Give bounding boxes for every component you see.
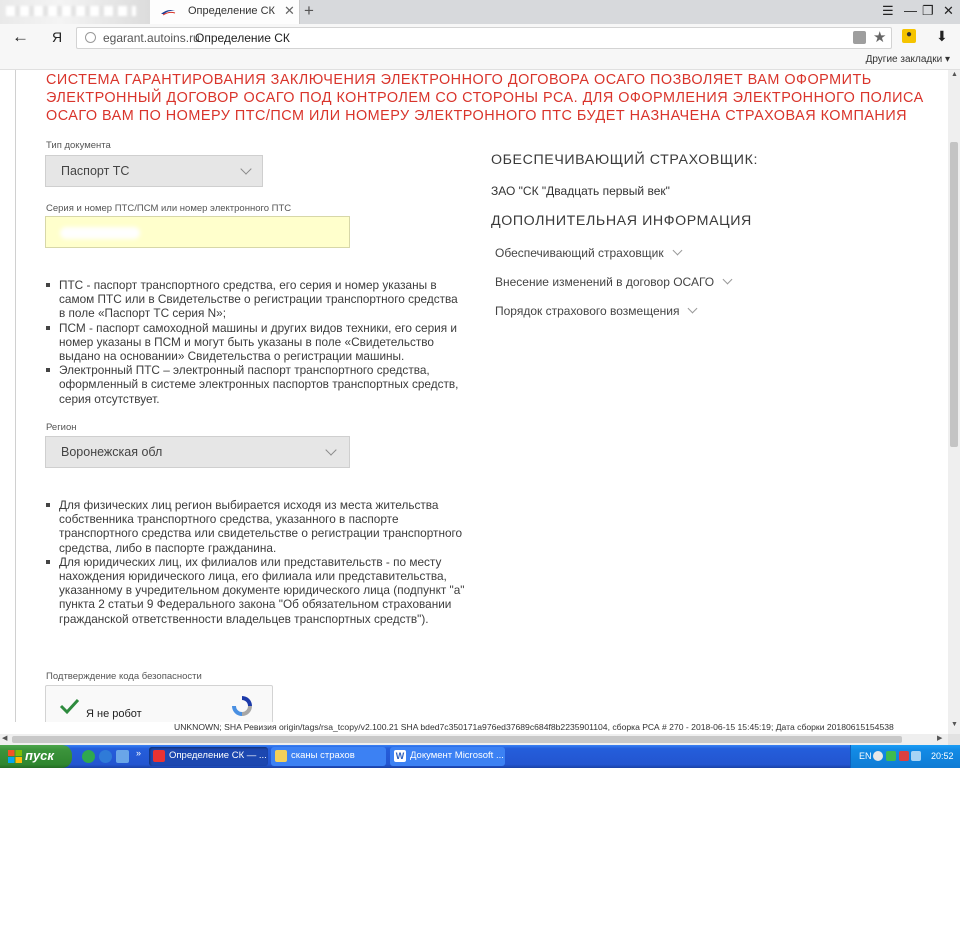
insurer-heading: ОБЕСПЕЧИВАЮЩИЙ СТРАХОВЩИК: [491,152,759,168]
folder-icon [275,750,287,762]
extension-icon[interactable]: ● [902,29,916,43]
chevron-down-icon [723,275,733,285]
build-info-text: UNKNOWN; SHA Ревизия origin/tags/rsa_tcopy/v2.100.21 SHA bded7c350171a976ed37689c684f8b2235901104, сборка РСА # 270 - 2018-06-15 15:45:19; Дата сборки 20180615154538 [174,722,894,732]
address-bar [0,24,960,52]
start-button[interactable] [0,745,72,768]
quicklaunch-more-icon[interactable]: » [136,748,142,758]
page-left-border [15,70,16,722]
yandex-button[interactable]: Я [52,29,63,45]
url-domain: egarant.autoins.ru [103,31,200,45]
yandex-browser-icon [153,750,165,762]
vertical-scrollbar[interactable] [948,70,960,734]
clock[interactable]: 20:52 [931,751,954,761]
captcha-text: Я не робот [86,708,142,720]
scroll-down-icon[interactable]: ▼ [951,721,958,728]
scroll-left-icon[interactable]: ◀ [2,735,8,742]
accordion-label: Обеспечивающий страховщик [495,246,664,260]
list-item: ПТС - паспорт транспортного средства, его серия и номер указаны в самом ПТС или в Свидетельстве о регистрации транспортного средства в поле «Паспорт ТС серия N»; [45,278,465,321]
chevron-down-icon [672,246,682,256]
pts-label: Серия и номер ПТС/ПСМ или номер электронного ПТС [46,203,292,214]
doc-type-select[interactable] [45,155,263,187]
quicklaunch-icon[interactable] [116,750,129,763]
doc-type-label: Тип документа [46,140,111,151]
menu-icon[interactable]: ☰ [882,3,894,18]
url-input[interactable] [76,27,892,49]
taskbar-button-label: Документ Microsoft ... [410,750,504,761]
quicklaunch-icon[interactable] [82,750,95,763]
accordion-label: Внесение изменений в договор ОСАГО [495,275,715,289]
tab-active[interactable] [150,0,300,24]
site-info-icon[interactable] [85,32,96,43]
scroll-thumb[interactable] [950,142,958,447]
page-viewport [0,70,948,722]
taskbar-button-browser[interactable] [149,747,268,766]
tab-close-icon[interactable]: ✕ [284,3,295,18]
list-item: Для юридических лиц, их филиалов или представительств - по месту нахождения юридического лица, его филиала или представительства, указанному в учредительном документе юридического лица (подпункт "а" пункта 2 статьи 9 Федерального закона "Об обязательном страховании гражданской ответственности владельцев транспортных средств"). [45,555,465,626]
list-item: Электронный ПТС – электронный паспорт транспортного средства, оформленный в системе электронных паспортов транспортных средств, серия отсутствует. [45,363,465,406]
ie-icon[interactable] [99,750,112,763]
accordion-label: Порядок страхового возмещения [495,304,680,318]
other-bookmarks-button[interactable]: Другие закладки ▾ [865,54,950,65]
scroll-right-icon[interactable]: ▶ [937,735,943,742]
taskbar-button-folder[interactable] [271,747,386,766]
accordion-insurer[interactable] [495,246,681,260]
accordion-compensation[interactable] [495,304,696,318]
chevron-down-icon [688,304,698,314]
taskbar-button-label: Определение СК — ... [169,750,267,761]
volume-icon[interactable] [911,751,921,761]
pts-value-redacted [60,227,140,239]
notice-text: СИСТЕМА ГАРАНТИРОВАНИЯ ЗАКЛЮЧЕНИЯ ЭЛЕКТРОННОГО ДОГОВОРА ОСАГО ПОЗВОЛЯЕТ ВАМ ОФОРМИТЬ ЭЛЕКТРОННЫЙ ДОГОВОР ОСАГО ПОД КОНТРОЛЕМ СО СТОРОНЫ РСА. ДЛЯ ОФОРМЛЕНИЯ ЭЛЕКТРОННОГО ПОЛИСА ОСАГО ВАМ ПО НОМЕРУ ПТС/ПСМ ИЛИ НОМЕРУ ЭЛЕКТРОННОГО ПТС БУДЕТ НАЗНАЧЕНА СТРАХОВАЯ КОМПАНИЯ [46,72,924,124]
recaptcha-logo-icon [230,694,254,718]
build-info-bar [0,722,948,734]
taskbar-button-word[interactable] [390,747,505,766]
tray-icon[interactable] [899,751,909,761]
start-label: пуск [25,748,54,763]
accordion-contract-changes[interactable] [495,275,731,289]
tray-icon[interactable] [886,751,896,761]
doc-type-value: Паспорт ТС [61,164,130,178]
region-label: Регион [46,422,77,433]
chevron-down-icon [240,163,251,174]
windows-flag-icon [8,750,22,763]
tab-inactive[interactable] [0,0,150,24]
additional-info-heading: ДОПОЛНИТЕЛЬНАЯ ИНФОРМАЦИЯ [491,213,752,229]
system-tray [850,745,960,768]
scroll-thumb[interactable] [12,736,902,743]
protect-icon[interactable] [853,31,866,44]
list-item: ПСМ - паспорт самоходной машины и других видов техники, его серия и номер указаны в ПСМ и могут быть указаны в поле «Свидетельство выдано на основании» Свидетельства о регистрации машины. [45,321,465,364]
chevron-down-icon [325,444,336,455]
insurer-name: ЗАО "СК "Двадцать первый век" [491,184,670,198]
close-window-icon[interactable]: ✕ [943,3,954,18]
taskbar [0,745,960,768]
captcha-label: Подтверждение кода безопасности [46,671,202,682]
checkmark-icon[interactable] [59,696,79,716]
download-icon[interactable]: ⬇ [936,28,948,44]
bookmark-star-icon[interactable]: ★ [873,29,887,46]
maximize-icon[interactable]: ❐ [922,3,934,18]
list-item: Для физических лиц регион выбирается исходя из места жительства собственника транспортного средства, указанного в паспорте транспортного средства или свидетельстве о регистрации транспортного средства, либо в паспорте гражданина. [45,498,465,555]
region-value: Воронежская обл [61,445,163,459]
scrollbar-corner [948,734,960,745]
language-indicator[interactable]: EN [859,751,872,761]
rsa-favicon-icon [160,8,176,16]
taskbar-button-label: сканы страхов [291,750,355,761]
new-tab-icon[interactable]: + [304,1,314,20]
recaptcha-widget[interactable] [45,685,273,722]
region-select[interactable] [45,436,350,468]
tab-bar [0,0,960,24]
word-icon: W [395,751,405,761]
minimize-icon[interactable]: — [904,3,917,18]
region-help-list [45,498,465,626]
pts-number-input[interactable] [45,216,350,248]
url-page-title: Определение СК [195,31,290,45]
tab-title: Определение СК [188,5,275,17]
pts-help-list [45,278,465,406]
back-icon[interactable]: ← [12,27,29,46]
tray-icon[interactable] [873,751,883,761]
bookmarks-bar [0,52,960,70]
horizontal-scrollbar[interactable] [0,734,948,745]
scroll-up-icon[interactable]: ▲ [951,71,958,78]
